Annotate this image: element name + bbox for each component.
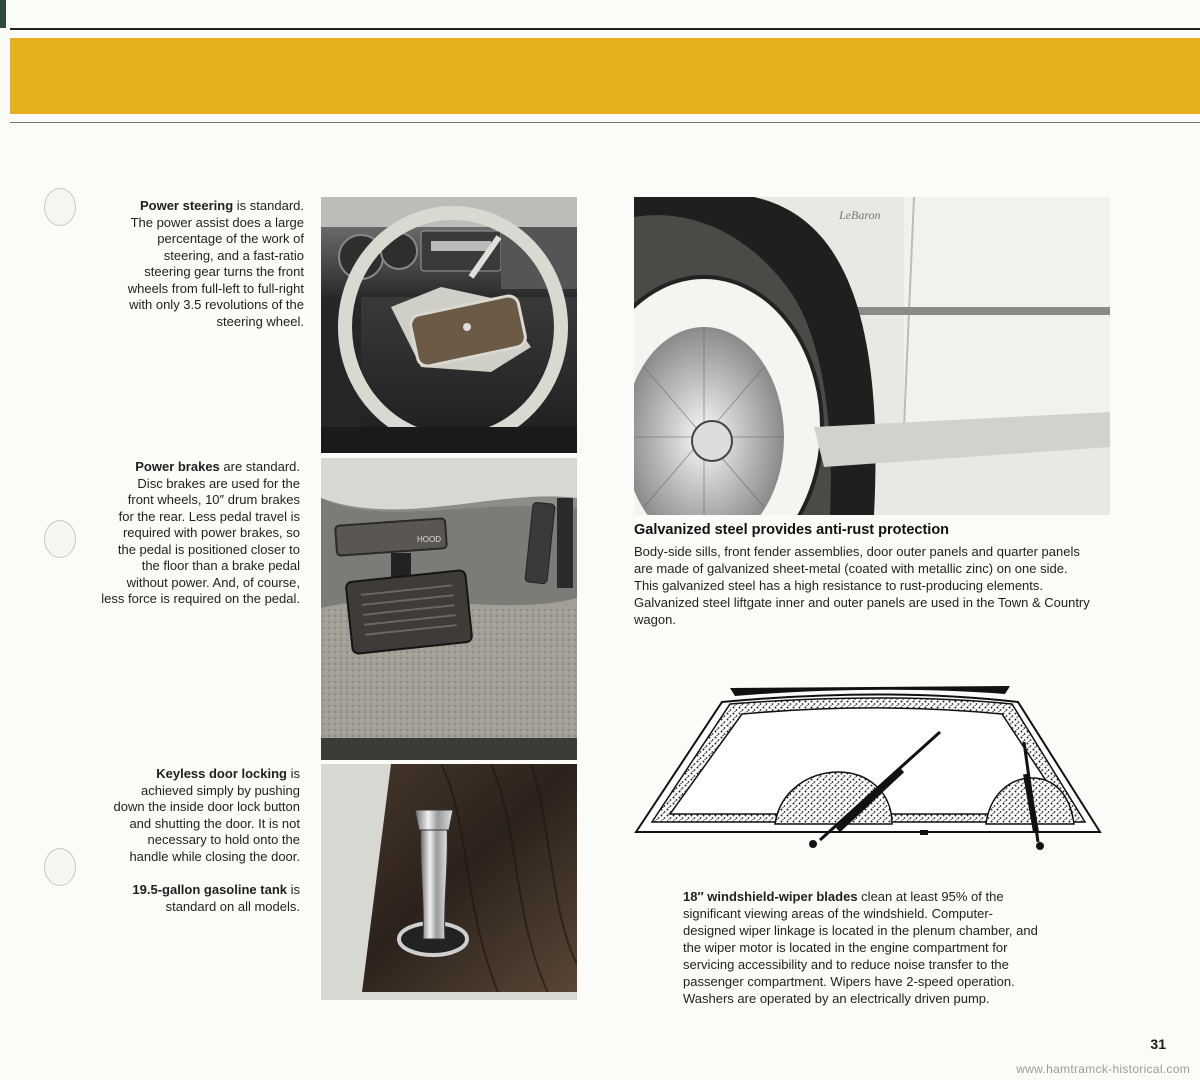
gas-tank-caption <box>70 882 300 915</box>
caption-line: Washers are operated by an electrically driven pump. <box>683 991 990 1006</box>
caption-line: passenger compartment. Wipers have 2-speed operation. <box>683 974 1015 989</box>
hood-label: HOOD <box>417 535 441 544</box>
caption-line: handle while closing the door. <box>129 848 300 864</box>
power-brakes-caption <box>70 459 300 608</box>
wipers-title: 18″ windshield-wiper blades <box>683 889 858 904</box>
band-rule <box>10 122 1200 123</box>
caption-line: are made of galvanized sheet-metal (coated with metallic zinc) on one side. <box>634 561 1068 576</box>
power-steering-lead: is standard. <box>233 198 304 213</box>
gas-tank-title: 19.5-gallon gasoline tank <box>132 882 287 897</box>
door-lock-photo <box>321 764 577 1000</box>
corner-mark <box>0 0 6 28</box>
caption-line: without power. And, of course, <box>126 574 300 590</box>
caption-line: Disc brakes are used for the <box>137 475 300 491</box>
windshield-diagram <box>630 682 1116 858</box>
caption-line: the floor than a brake pedal <box>141 558 300 573</box>
caption-line: percentage of the work of <box>157 231 304 246</box>
caption-line: steering, and a fast-ratio <box>163 247 304 263</box>
caption-line: wagon. <box>634 612 676 627</box>
top-rule <box>10 28 1200 30</box>
yellow-header-band <box>10 38 1200 114</box>
caption-line: and shutting the door. It is not <box>129 815 300 831</box>
caption-line: wheels from full-left to full-right <box>127 280 304 296</box>
caption-line: with only 3.5 revolutions of the <box>129 297 304 312</box>
caption-line: standard on all models. <box>165 898 300 914</box>
caption-line: This galvanized steel has a high resistance to rust-producing elements. <box>634 578 1043 593</box>
caption-line: Body-side sills, front fender assemblies, door outer panels and quarter panels <box>634 544 1080 559</box>
watermark: www.hamtramck-historical.com <box>1016 1062 1190 1076</box>
keyless-lead: is <box>287 766 300 781</box>
caption-line: required with power brakes, so <box>122 525 300 540</box>
caption-line: less force is required on the pedal. <box>101 591 300 606</box>
car-badge-label: LeBaron <box>839 208 881 222</box>
power-brakes-lead: are standard. <box>219 459 300 474</box>
wipers-caption <box>683 888 1083 1007</box>
keyless-caption <box>70 766 300 865</box>
wipers-lead: clean at least 95% of the <box>857 889 1004 904</box>
caption-line: Galvanized steel liftgate inner and outer panels are used in the Town & Country <box>634 595 1090 610</box>
power-steering-title: Power steering <box>139 198 234 213</box>
caption-line: for the rear. Less pedal travel is <box>118 508 300 524</box>
galvanized-caption <box>634 543 1134 628</box>
caption-line: the wiper motor is located in the engine compartment for <box>683 940 1008 955</box>
caption-line: servicing accessibility and to reduce noise transfer to the <box>683 957 1009 972</box>
caption-line: significant viewing areas of the windshield. Computer- <box>683 906 993 921</box>
caption-line: front wheels, 10″ drum brakes <box>127 492 300 507</box>
power-steering-caption <box>80 198 304 330</box>
power-brakes-title: Power brakes <box>135 459 220 474</box>
gas-tank-lead: is <box>287 882 300 897</box>
brake-pedal-photo <box>321 458 577 760</box>
caption-line: the pedal is positioned closer to <box>117 541 300 557</box>
caption-line: steering gear turns the front <box>144 264 304 279</box>
car-fender-photo <box>634 197 1110 515</box>
binder-hole <box>44 188 76 226</box>
galvanized-heading: Galvanized steel provides anti-rust protection <box>634 522 950 538</box>
caption-line: steering wheel. <box>216 313 304 329</box>
keyless-title: Keyless door locking <box>156 766 287 781</box>
caption-line: down the inside door lock button <box>113 799 300 814</box>
page-number: 31 <box>1150 1036 1166 1052</box>
caption-line: designed wiper linkage is located in the plenum chamber, and <box>683 923 1038 938</box>
caption-line: necessary to hold onto the <box>147 832 300 847</box>
steering-wheel-photo <box>321 197 577 453</box>
caption-line: The power assist does a large <box>130 214 304 230</box>
caption-line: achieved simply by pushing <box>141 782 300 798</box>
